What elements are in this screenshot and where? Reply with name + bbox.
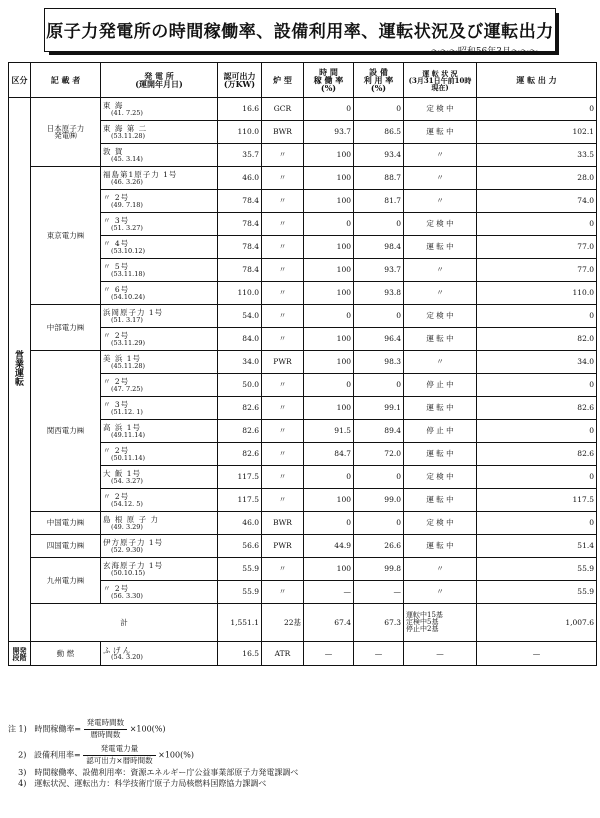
capacity-cell: 84.0 (218, 328, 262, 351)
util-rate-cell: 86.5 (354, 121, 404, 144)
time-rate-cell: 100 (304, 558, 354, 581)
time-rate-cell: 100 (304, 351, 354, 374)
time-rate-cell: 0 (304, 98, 354, 121)
util-rate-cell: 0 (354, 213, 404, 236)
operator-cell: 中国電力㈱ (31, 512, 101, 535)
plant-date: (49.11.14) (111, 430, 146, 439)
output-cell: 0 (477, 466, 597, 489)
time-rate-cell: 93.7 (304, 121, 354, 144)
output-cell: 55.9 (477, 581, 597, 604)
status-cell: 定 検 中 (404, 466, 477, 489)
reactor-cell: PWR (262, 351, 304, 374)
time-rate-cell: 100 (304, 282, 354, 305)
capacity-cell: 78.4 (218, 236, 262, 259)
capacity-cell: 54.0 (218, 305, 262, 328)
reactor-cell: ATR (262, 642, 304, 666)
plant-cell (101, 642, 218, 666)
table-row (9, 558, 597, 581)
category-development: 開発 段階 (9, 642, 31, 666)
output-cell: 34.0 (477, 351, 597, 374)
plant-date: (46. 3.26) (111, 177, 143, 186)
plant-cell (101, 236, 218, 259)
util-rate-cell: 0 (354, 466, 404, 489)
header-category: 区分 (9, 63, 31, 98)
plant-name: 〃 5号 (103, 262, 130, 271)
output-cell: 0 (477, 420, 597, 443)
status-cell: 定 検 中 (404, 305, 477, 328)
time-rate-cell: 91.5 (304, 420, 354, 443)
plant-name: 島 根 原 子 力 (103, 515, 160, 524)
capacity-cell: 55.9 (218, 558, 262, 581)
status-cell: 運 転 中 (404, 443, 477, 466)
operator-cell: 九州電力㈱ (31, 558, 101, 604)
plant-name: 〃 2号 (103, 377, 130, 386)
plant-name: 大 飯 1号 (103, 469, 142, 478)
header-operator: 記 載 者 (31, 63, 101, 98)
reactor-cell: GCR (262, 98, 304, 121)
development-row (9, 642, 597, 666)
plant-date: (49. 7.18) (111, 200, 143, 209)
util-rate-cell: 99.0 (354, 489, 404, 512)
plant-cell (101, 558, 218, 581)
total-label: 計 (31, 604, 218, 642)
total-util-rate: 67.3 (354, 604, 404, 642)
time-rate-cell: 100 (304, 489, 354, 512)
util-rate-cell: 0 (354, 512, 404, 535)
operator-cell: 中部電力㈱ (31, 305, 101, 351)
reactor-cell: 〃 (262, 167, 304, 190)
util-rate-cell: 26.6 (354, 535, 404, 558)
table-row (9, 535, 597, 558)
util-rate-cell: 99.8 (354, 558, 404, 581)
plant-name: 美 浜 1号 (103, 354, 142, 363)
util-rate-cell: — (354, 581, 404, 604)
util-rate-cell: 98.4 (354, 236, 404, 259)
output-cell: 28.0 (477, 167, 597, 190)
total-capacity: 1,551.1 (218, 604, 262, 642)
plant-cell (101, 535, 218, 558)
header-reactor: 炉 型 (262, 63, 304, 98)
plant-date: (53.11.28) (111, 131, 146, 140)
time-rate-cell: 0 (304, 466, 354, 489)
plant-date: (50.10.15) (111, 568, 146, 577)
plant-date: (53.11.29) (111, 338, 146, 347)
plant-name: 〃 6号 (103, 285, 130, 294)
page-title: 原子力発電所の時間稼働率、設備利用率、運転状況及び運転出力 (46, 22, 554, 42)
plant-date: (52. 9.30) (111, 545, 143, 554)
status-cell: 〃 (404, 282, 477, 305)
util-rate-cell: 81.7 (354, 190, 404, 213)
capacity-cell: 46.0 (218, 167, 262, 190)
capacity-cell: 78.4 (218, 190, 262, 213)
note-2: 2) 設備利用率= $\frac{\text{発電電力量}}{\text{認可出力×暦時間数}}$ ×100(%) (18, 743, 194, 765)
plant-cell (101, 512, 218, 535)
plant-name: 福島第1原子力 1号 (103, 170, 178, 179)
plant-cell (101, 98, 218, 121)
total-status: 運転中15基 定検中5基 停止中2基 (404, 604, 477, 642)
header-time-rate: 時 間 稼 働 率 (%) (304, 63, 354, 98)
table-row (9, 98, 597, 121)
capacity-cell: 117.5 (218, 489, 262, 512)
plant-name: 〃 2号 (103, 193, 130, 202)
reactor-cell: PWR (262, 535, 304, 558)
output-cell: 0 (477, 98, 597, 121)
status-cell: 停 止 中 (404, 420, 477, 443)
operator-cell: 動 燃 (31, 642, 101, 666)
capacity-cell: 16.5 (218, 642, 262, 666)
capacity-cell: 35.7 (218, 144, 262, 167)
operator-cell: 東京電力㈱ (31, 167, 101, 305)
plant-date: (54. 3.27) (111, 476, 143, 485)
output-cell: 0 (477, 213, 597, 236)
util-rate-cell: 98.3 (354, 351, 404, 374)
operator-cell: 関西電力㈱ (31, 351, 101, 512)
output-cell: 0 (477, 374, 597, 397)
time-rate-cell: 0 (304, 374, 354, 397)
reactor-cell: BWR (262, 121, 304, 144)
output-cell: 82.6 (477, 397, 597, 420)
plant-date: (47. 7.25) (111, 384, 143, 393)
plant-date: (53.11.18) (111, 269, 146, 278)
util-rate-cell: 89.4 (354, 420, 404, 443)
document-date: ～～～昭和56年3月～～～ (430, 47, 538, 57)
total-row (9, 604, 597, 642)
util-rate-cell: 99.1 (354, 397, 404, 420)
time-rate-cell: 100 (304, 259, 354, 282)
time-rate-cell: 100 (304, 397, 354, 420)
reactor-cell: 〃 (262, 259, 304, 282)
reactor-cell: 〃 (262, 374, 304, 397)
plant-cell (101, 351, 218, 374)
status-cell: 運 転 中 (404, 121, 477, 144)
util-rate-cell: 0 (354, 305, 404, 328)
reactor-cell: 〃 (262, 489, 304, 512)
plant-date: (45.11.28) (111, 361, 146, 370)
status-cell: 運 転 中 (404, 236, 477, 259)
plant-name: 〃 2号 (103, 492, 130, 501)
plant-name: 浜岡原子力 1号 (103, 308, 164, 317)
output-cell: 0 (477, 305, 597, 328)
time-rate-cell: 0 (304, 305, 354, 328)
plant-date: (54.10.24) (111, 292, 146, 301)
status-cell: 〃 (404, 581, 477, 604)
header-capacity: 認可出力 (万KW) (218, 63, 262, 98)
plant-date: (51. 3.17) (111, 315, 143, 324)
capacity-cell: 110.0 (218, 282, 262, 305)
plant-name: 敦 賀 (103, 147, 124, 156)
reactor-cell: 〃 (262, 213, 304, 236)
plant-date: (45. 3.14) (111, 154, 143, 163)
util-rate-cell: 93.7 (354, 259, 404, 282)
reactor-cell: 〃 (262, 397, 304, 420)
capacity-cell: 78.4 (218, 259, 262, 282)
status-cell: — (404, 642, 477, 666)
header-status: 運 転 状 況 (3月31日午前10時現在) (404, 63, 477, 98)
status-cell: 運 転 中 (404, 489, 477, 512)
plant-cell (101, 213, 218, 236)
capacity-cell: 55.9 (218, 581, 262, 604)
status-cell: 定 検 中 (404, 213, 477, 236)
status-cell: 運 転 中 (404, 328, 477, 351)
status-cell: 〃 (404, 144, 477, 167)
status-cell: 〃 (404, 167, 477, 190)
plant-cell (101, 167, 218, 190)
time-rate-cell: — (304, 581, 354, 604)
util-rate-cell: 93.4 (354, 144, 404, 167)
reactor-cell: 〃 (262, 581, 304, 604)
capacity-cell: 117.5 (218, 466, 262, 489)
output-cell: 110.0 (477, 282, 597, 305)
note-3: 3) 時間稼働率、設備利用率：資源エネルギー庁公益事業部原子力発電課調べ (18, 767, 299, 777)
reactor-cell: 〃 (262, 328, 304, 351)
plant-name: 玄海原子力 1号 (103, 561, 164, 570)
capacity-cell: 34.0 (218, 351, 262, 374)
util-rate-cell: 88.7 (354, 167, 404, 190)
notes (8, 718, 588, 790)
plant-cell (101, 190, 218, 213)
output-cell: 82.6 (477, 443, 597, 466)
operator-cell: 日本原子力 発電㈱ (31, 98, 101, 167)
plant-cell (101, 420, 218, 443)
note-4: 4) 運転状況、運転出力：科学技術庁原子力局核燃料国際協力課調べ (18, 779, 267, 789)
output-cell: 77.0 (477, 259, 597, 282)
status-cell: 〃 (404, 190, 477, 213)
plant-cell (101, 489, 218, 512)
output-cell: 77.0 (477, 236, 597, 259)
time-rate-cell: 100 (304, 328, 354, 351)
status-cell: 〃 (404, 558, 477, 581)
capacity-cell: 56.6 (218, 535, 262, 558)
table-row (9, 305, 597, 328)
plant-cell (101, 282, 218, 305)
reactor-cell: 〃 (262, 144, 304, 167)
util-rate-cell: 0 (354, 98, 404, 121)
time-rate-cell: 100 (304, 167, 354, 190)
capacity-cell: 110.0 (218, 121, 262, 144)
note-1-fraction: $\frac{\text{発電時間数}}{\text{暦時間数}}$ (84, 718, 128, 741)
capacity-cell: 82.6 (218, 420, 262, 443)
time-rate-cell: 0 (304, 213, 354, 236)
plant-cell (101, 466, 218, 489)
capacity-cell: 16.6 (218, 98, 262, 121)
plant-name: ふ げ ん (103, 645, 131, 655)
util-rate-cell: 72.0 (354, 443, 404, 466)
plant-cell (101, 259, 218, 282)
status-cell: 定 検 中 (404, 98, 477, 121)
plant-name: 伊方原子力 1号 (103, 538, 164, 547)
time-rate-cell: 44.9 (304, 535, 354, 558)
table-row (9, 167, 597, 190)
plant-cell (101, 121, 218, 144)
time-rate-cell: 100 (304, 190, 354, 213)
reactor-cell: 〃 (262, 558, 304, 581)
plant-name: 〃 3号 (103, 216, 130, 225)
plant-date: (50.11.14) (111, 453, 146, 462)
output-cell: 102.1 (477, 121, 597, 144)
util-rate-cell: — (354, 642, 404, 666)
plant-date: (51.12. 1) (111, 407, 143, 416)
capacity-cell: 82.6 (218, 443, 262, 466)
table-row (9, 512, 597, 535)
total-count: 22基 (262, 604, 304, 642)
reactor-cell: 〃 (262, 305, 304, 328)
plant-cell (101, 374, 218, 397)
header-output: 運 転 出 力 (477, 63, 597, 98)
header-util-rate: 設 備 利 用 率 (%) (354, 63, 404, 98)
note-2-fraction: $\frac{\text{発電電力量}}{\text{認可出力×暦時間数}}$ (83, 744, 155, 767)
plant-cell (101, 397, 218, 420)
total-time-rate: 67.4 (304, 604, 354, 642)
plant-cell (101, 581, 218, 604)
time-rate-cell: 100 (304, 144, 354, 167)
output-cell: 117.5 (477, 489, 597, 512)
plant-date: (53.10.12) (111, 246, 146, 255)
reactor-cell: 〃 (262, 466, 304, 489)
plant-name: 東 海 (103, 101, 124, 110)
plant-name: 高 浜 1号 (103, 423, 142, 432)
plant-date: (49. 3.29) (111, 522, 143, 531)
status-cell: 運 転 中 (404, 535, 477, 558)
plant-date: (56. 3.30) (111, 591, 143, 600)
output-cell: 33.5 (477, 144, 597, 167)
reactor-cell: 〃 (262, 443, 304, 466)
status-cell: 定 検 中 (404, 512, 477, 535)
output-cell: 74.0 (477, 190, 597, 213)
time-rate-cell: 84.7 (304, 443, 354, 466)
reactor-cell: 〃 (262, 190, 304, 213)
status-cell: 運 転 中 (404, 397, 477, 420)
capacity-cell: 82.6 (218, 397, 262, 420)
plant-cell (101, 443, 218, 466)
plant-cell (101, 305, 218, 328)
output-cell: 55.9 (477, 558, 597, 581)
status-cell: 〃 (404, 351, 477, 374)
time-rate-cell: — (304, 642, 354, 666)
note-1: 注 1) 時間稼働率= $\frac{\text{発電時間数}}{\text{暦時間数}}$ ×100(%) (8, 718, 166, 739)
output-cell: 51.4 (477, 535, 597, 558)
header-plant: 発 電 所 (運開年月日) (101, 63, 218, 98)
plant-date: (51. 3.27) (111, 223, 143, 232)
reactor-cell: 〃 (262, 236, 304, 259)
plant-name: 〃 2号 (103, 331, 130, 340)
plant-name: 〃 2号 (103, 446, 130, 455)
reactor-cell: BWR (262, 512, 304, 535)
capacity-cell: 78.4 (218, 213, 262, 236)
plant-cell (101, 144, 218, 167)
plant-table (8, 62, 597, 666)
time-rate-cell: 100 (304, 236, 354, 259)
util-rate-cell: 0 (354, 374, 404, 397)
util-rate-cell: 93.8 (354, 282, 404, 305)
status-cell: 停 止 中 (404, 374, 477, 397)
output-cell: — (477, 642, 597, 666)
plant-date: (41. 7.25) (111, 108, 143, 117)
capacity-cell: 46.0 (218, 512, 262, 535)
plant-name: 〃 3号 (103, 400, 130, 409)
table-row (9, 351, 597, 374)
output-cell: 82.0 (477, 328, 597, 351)
plant-cell (101, 328, 218, 351)
plant-date: (54.12. 5) (111, 499, 143, 508)
time-rate-cell: 0 (304, 512, 354, 535)
total-output: 1,007.6 (477, 604, 597, 642)
plant-name: 〃 2号 (103, 584, 130, 593)
reactor-cell: 〃 (262, 420, 304, 443)
util-rate-cell: 96.4 (354, 328, 404, 351)
plant-name: 〃 4号 (103, 239, 130, 248)
plant-name: 東 海 第 二 (103, 124, 148, 133)
output-cell: 0 (477, 512, 597, 535)
operator-cell: 四国電力㈱ (31, 535, 101, 558)
plant-date: (54. 3.20) (111, 653, 143, 661)
status-cell: 〃 (404, 259, 477, 282)
category-commercial: 営 業 運 転 (9, 98, 31, 642)
capacity-cell: 50.0 (218, 374, 262, 397)
reactor-cell: 〃 (262, 282, 304, 305)
header-row (9, 63, 597, 98)
